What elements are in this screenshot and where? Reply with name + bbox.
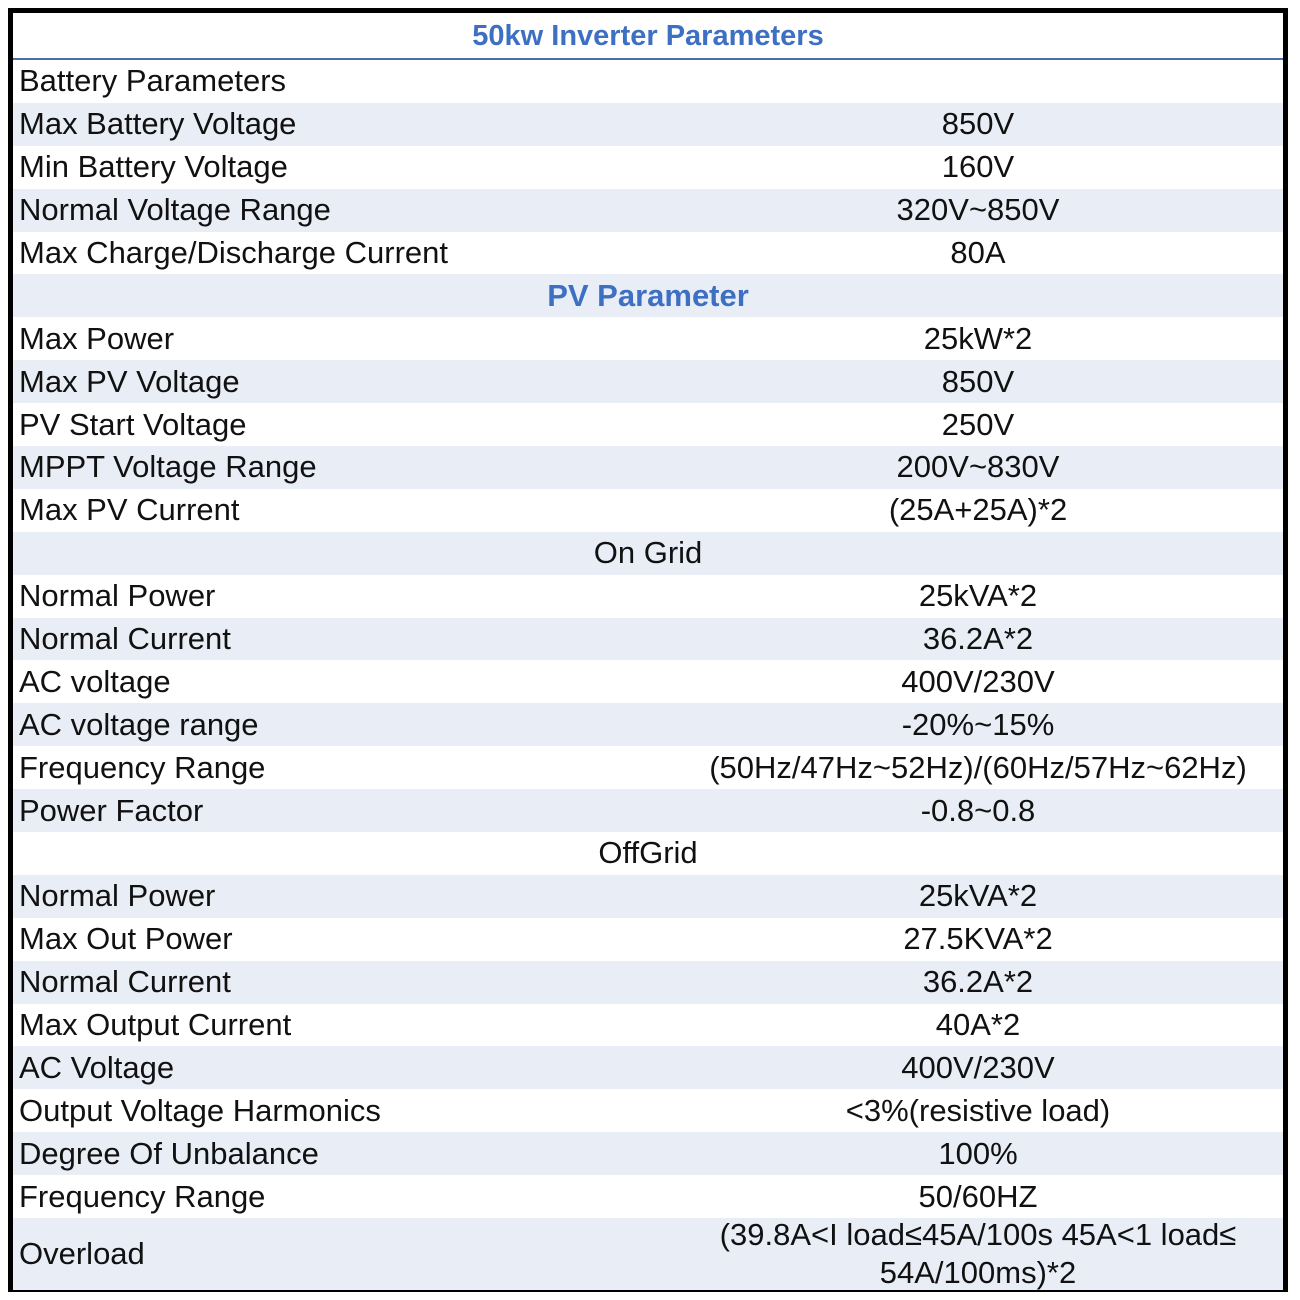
param-label: Frequency Range bbox=[19, 749, 266, 785]
param-label: Normal Voltage Range bbox=[19, 192, 331, 228]
param-value: <3%(resistive load) bbox=[845, 1092, 1111, 1128]
param-label: Output Voltage Harmonics bbox=[19, 1092, 381, 1128]
param-label: Max Output Current bbox=[19, 1007, 292, 1043]
param-value: -0.8~0.8 bbox=[920, 792, 1036, 828]
param-label: Min Battery Voltage bbox=[19, 149, 288, 185]
table-row bbox=[13, 103, 1283, 146]
param-value: 36.2A*2 bbox=[922, 621, 1034, 657]
param-value: 250V bbox=[941, 406, 1015, 442]
param-value: 25kVA*2 bbox=[918, 878, 1038, 914]
param-label: Normal Current bbox=[19, 964, 231, 1000]
param-value: 100% bbox=[938, 1135, 1018, 1171]
param-label: Max PV Voltage bbox=[19, 363, 240, 399]
table-row bbox=[13, 575, 1283, 618]
param-label: Normal Current bbox=[19, 621, 231, 657]
table-row bbox=[13, 1175, 1283, 1218]
param-value: 160V bbox=[941, 149, 1015, 185]
param-label: Power Factor bbox=[19, 792, 204, 828]
param-value: -20%~15% bbox=[901, 706, 1055, 742]
table-row bbox=[13, 660, 1283, 703]
param-label: Max PV Current bbox=[19, 492, 240, 528]
table-row bbox=[13, 360, 1283, 403]
table-row bbox=[13, 1046, 1283, 1089]
table-row bbox=[13, 317, 1283, 360]
param-label: Frequency Range bbox=[19, 1178, 266, 1214]
table-row bbox=[13, 146, 1283, 189]
section-header-pv: PV Parameter bbox=[13, 274, 1283, 317]
table-row bbox=[13, 446, 1283, 489]
param-value: 27.5KVA*2 bbox=[903, 921, 1053, 957]
table-row bbox=[13, 746, 1283, 789]
param-label: AC Voltage bbox=[19, 1049, 175, 1085]
param-label: Normal Power bbox=[19, 878, 216, 914]
table-row bbox=[13, 1089, 1283, 1132]
param-label: AC voltage range bbox=[19, 706, 259, 742]
table-row bbox=[13, 189, 1283, 232]
param-label: Max Battery Voltage bbox=[19, 106, 297, 142]
table-row bbox=[13, 703, 1283, 746]
section-header-battery bbox=[13, 60, 1283, 103]
param-value: 850V bbox=[941, 106, 1015, 142]
table-title: 50kw Inverter Parameters bbox=[13, 13, 1283, 60]
param-value: 400V/230V bbox=[901, 1049, 1055, 1085]
param-value: 200V~830V bbox=[896, 449, 1060, 485]
table-row bbox=[13, 232, 1283, 275]
table-row bbox=[13, 918, 1283, 961]
table-row bbox=[13, 489, 1283, 532]
param-value: 25kW*2 bbox=[923, 320, 1033, 356]
table-row bbox=[13, 403, 1283, 446]
param-value: 40A*2 bbox=[935, 1007, 1021, 1043]
param-label: Max Out Power bbox=[19, 921, 233, 957]
table-row bbox=[13, 618, 1283, 661]
table-row bbox=[13, 789, 1283, 832]
table-row bbox=[13, 1218, 1283, 1290]
param-value: (25A+25A)*2 bbox=[888, 492, 1068, 528]
param-value: 850V bbox=[941, 363, 1015, 399]
spec-table bbox=[8, 8, 1288, 1292]
param-label: Max Power bbox=[19, 320, 175, 356]
section-label: Battery Parameters bbox=[19, 63, 287, 99]
table-row bbox=[13, 1004, 1283, 1047]
param-label: Normal Power bbox=[19, 578, 216, 614]
param-value: (39.8A<I load≤45A/100s 45A<1 load≤ 54A/100ms)*2 bbox=[719, 1217, 1237, 1291]
table-row bbox=[13, 875, 1283, 918]
param-value: 25kVA*2 bbox=[918, 578, 1038, 614]
param-value: 320V~850V bbox=[896, 192, 1060, 228]
table-body bbox=[13, 60, 1283, 1290]
param-value: 400V/230V bbox=[901, 663, 1055, 699]
param-label: Max Charge/Discharge Current bbox=[19, 235, 449, 270]
param-label: Degree Of Unbalance bbox=[19, 1135, 319, 1171]
section-header-on-grid: On Grid bbox=[13, 532, 1283, 575]
param-value: 36.2A*2 bbox=[922, 964, 1034, 1000]
param-label: AC voltage bbox=[19, 663, 171, 699]
param-label: MPPT Voltage Range bbox=[19, 449, 317, 485]
param-label: PV Start Voltage bbox=[19, 406, 247, 442]
param-label: Overload bbox=[19, 1236, 145, 1272]
param-value: 50/60HZ bbox=[918, 1178, 1038, 1214]
table-row bbox=[13, 961, 1283, 1004]
table-row bbox=[13, 1132, 1283, 1175]
section-header-off-grid: OffGrid bbox=[598, 835, 698, 871]
param-value: 80A bbox=[950, 235, 1006, 270]
param-value: (50Hz/47Hz~52Hz)/(60Hz/57Hz~62Hz) bbox=[709, 749, 1247, 785]
